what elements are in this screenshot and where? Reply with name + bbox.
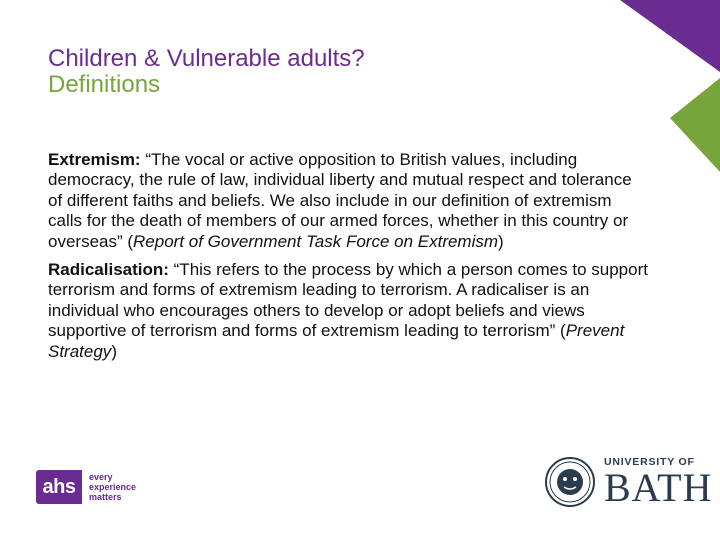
bath-crest-icon bbox=[544, 456, 596, 508]
extremism-term: Extremism: bbox=[48, 150, 141, 169]
radicalisation-definition bbox=[48, 260, 648, 362]
ahs-logo bbox=[36, 470, 136, 504]
definitions-body bbox=[48, 150, 648, 370]
ahs-tag-line3: matters bbox=[89, 492, 122, 502]
bath-university-of: UNIVERSITY OF bbox=[604, 456, 695, 468]
ahs-tag-line1: every bbox=[89, 472, 113, 482]
ahs-tagline bbox=[89, 472, 136, 502]
title-sub: Definitions bbox=[48, 71, 161, 98]
radicalisation-source: Prevent Strategy bbox=[48, 321, 625, 361]
radicalisation-term: Radicalisation: bbox=[48, 260, 169, 280]
title-main: Children & Vulnerable adults? bbox=[48, 45, 365, 72]
extremism-close: ) bbox=[498, 231, 504, 251]
radicalisation-close: ) bbox=[111, 341, 117, 361]
extremism-definition bbox=[48, 150, 648, 252]
extremism-quote: “The vocal or active opposition to British values, including democracy, the rule of law, individual liberty and mutual respect and tolerance of different faiths and beliefs. We also include in our definition of extremism calls for the death of members of our armed forces, whether in this country or overseas” ( bbox=[48, 150, 632, 251]
bath-name: BATH bbox=[604, 465, 713, 510]
university-of-bath-logo bbox=[544, 456, 712, 508]
slide-title bbox=[48, 46, 365, 98]
ahs-tag-line2: experience bbox=[89, 482, 137, 492]
ahs-mark: ahs bbox=[36, 470, 82, 504]
extremism-source: Report of Government Task Force on Extremism bbox=[133, 231, 499, 251]
radicalisation-quote: “This refers to the process by which a person comes to support terrorism and forms of extremism leading to terrorism. A radicaliser is an individual who encourages others to develop or adopt beliefs and views supportive of terrorism and forms of extremism leading to terrorism” ( bbox=[48, 260, 648, 341]
